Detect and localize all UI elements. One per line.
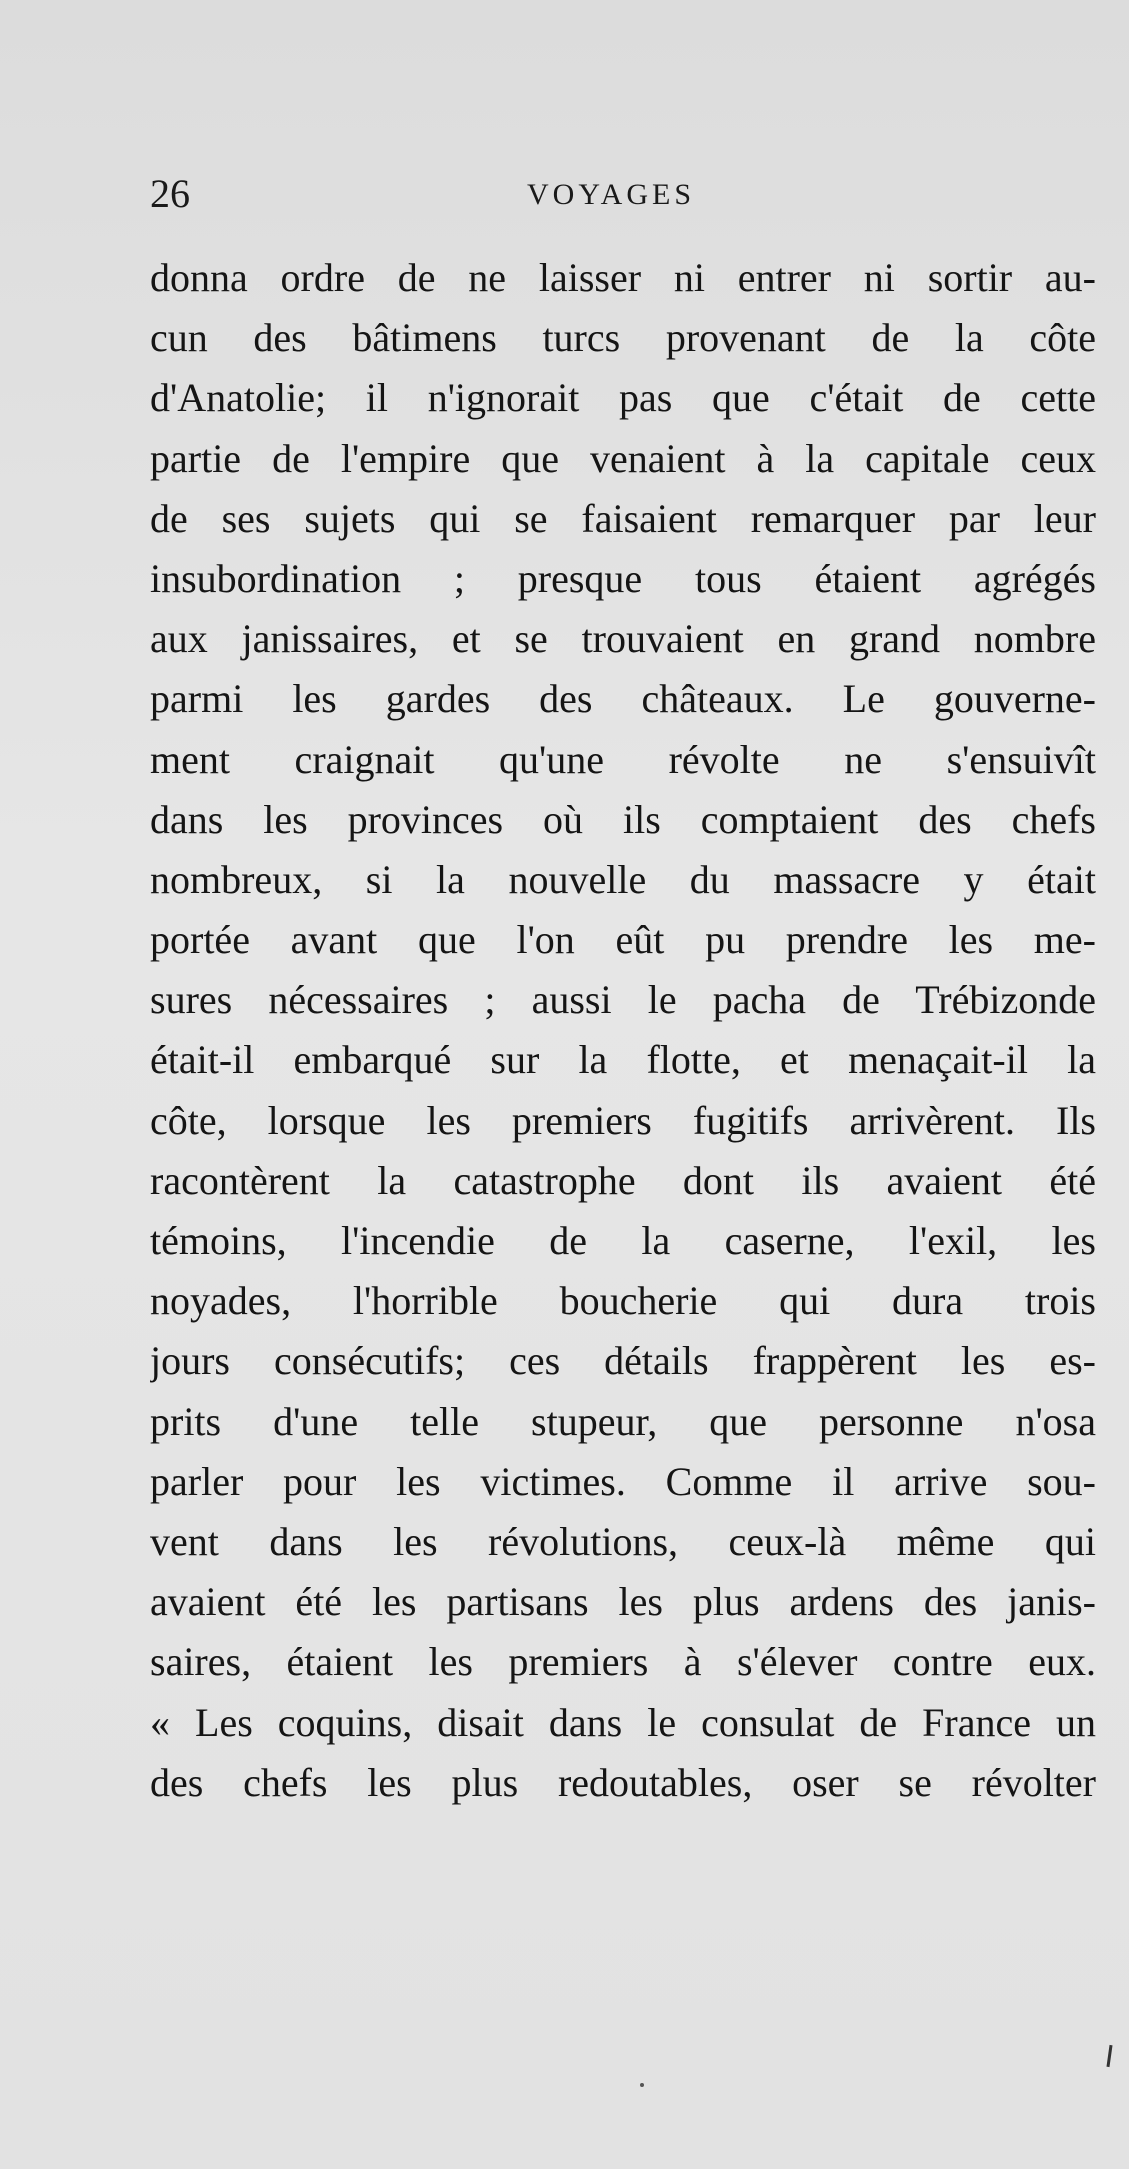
text-line: jours consécutifs; ces détails frappèrent les es-	[150, 1338, 1096, 1384]
text-line: donna ordre de ne laisser ni entrer ni sortir au-	[150, 255, 1096, 300]
running-title: VOYAGES	[527, 178, 696, 211]
running-head	[150, 170, 1090, 220]
page-number: 26	[150, 171, 190, 216]
text-line: partie de l'empire que venaient à la capitale ceux	[150, 435, 1096, 481]
text-line: d'Anatolie; il n'ignorait pas que c'était de cette	[150, 375, 1096, 421]
text-line: vent dans les révolutions, ceux-là même qui	[150, 1518, 1096, 1564]
text-line: côte, lorsque les premiers fugitifs arrivèrent. Ils	[150, 1097, 1096, 1143]
text-line: était-il embarqué sur la flotte, et menaçait-il la	[150, 1037, 1096, 1083]
text-line: portée avant que l'on eût pu prendre les me-	[150, 917, 1096, 963]
text-line: avaient été les partisans les plus ardens des janis-	[150, 1579, 1096, 1625]
text-line: parmi les gardes des châteaux. Le gouverne-	[150, 676, 1096, 722]
text-line: cun des bâtimens turcs provenant de la côte	[150, 315, 1096, 361]
ink-speck	[640, 2083, 644, 2087]
text-line: parler pour les victimes. Comme il arrive sou-	[150, 1458, 1096, 1504]
text-line: insubordination ; presque tous étaient agrégés	[150, 555, 1096, 601]
text-line: témoins, l'incendie de la caserne, l'exil, les	[150, 1218, 1096, 1263]
text-line: aux janissaires, et se trouvaient en grand nombre	[150, 616, 1096, 662]
text-line: saires, étaient les premiers à s'élever contre eux.	[150, 1639, 1096, 1685]
text-line: nombreux, si la nouvelle du massacre y était	[150, 856, 1096, 902]
text-line: sures nécessaires ; aussi le pacha de Trébizonde	[150, 977, 1096, 1023]
ink-mark	[1106, 2045, 1112, 2067]
text-line: prits d'une telle stupeur, que personne n'osa	[150, 1398, 1096, 1444]
text-line: noyades, l'horrible boucherie qui dura trois	[150, 1278, 1096, 1324]
body-text	[150, 248, 1096, 1813]
text-line: « Les coquins, disait dans le consulat de France un	[150, 1699, 1096, 1745]
text-line: ment craignait qu'une révolte ne s'ensuivît	[150, 736, 1096, 782]
text-line: des chefs les plus redoutables, oser se révolter	[150, 1759, 1096, 1805]
text-line: de ses sujets qui se faisaient remarquer par leur	[150, 495, 1096, 541]
text-line: racontèrent la catastrophe dont ils avaient été	[150, 1157, 1096, 1203]
text-line: dans les provinces où ils comptaient des chefs	[150, 796, 1096, 842]
